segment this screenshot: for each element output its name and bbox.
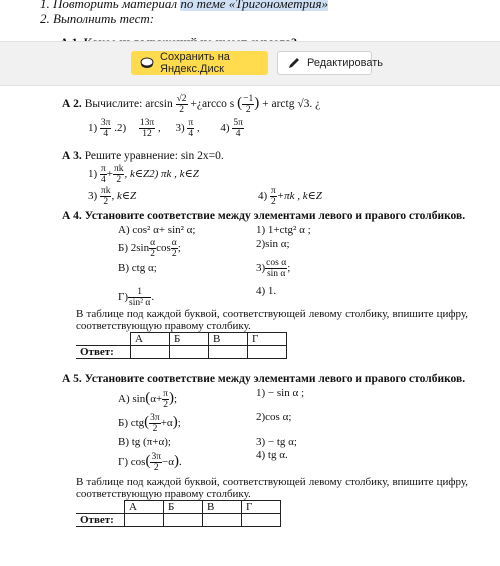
a4-answer-cell-d[interactable]: [248, 346, 287, 359]
a5-left-a-prefix: А) sin: [118, 393, 146, 406]
question-a3-prompt: Решите уравнение: sin 2x=0.: [84, 150, 224, 162]
question-a4-prompt: Установите соответствие между элементами левого и правого столбиков.: [84, 210, 466, 222]
a2-f2-num: −1: [243, 94, 254, 104]
question-a2-prompt: Вычислите:: [84, 98, 143, 111]
question-a4-number: А 4.: [62, 210, 82, 222]
instruction-1-text: 1. Повторить материал: [40, 0, 181, 11]
a3-opt4-den: 2: [270, 197, 276, 207]
a5-right-1: 1) − sin α ;: [256, 387, 305, 399]
a5-left-d: Г) cos( $\frac{3\pi}{2}$ −α).: [118, 452, 182, 473]
a2-opt3-label: 3): [175, 122, 185, 135]
a5-left-d-frac: [150, 452, 162, 473]
a2-sqrt3: √3. ¿: [297, 98, 321, 111]
a2-opt3-den: 4: [188, 129, 194, 139]
question-a2-number: А 2.: [62, 98, 82, 111]
a5-left-b-prefix: Б) ctg: [118, 417, 145, 430]
a4-r3-den: sin α: [266, 269, 286, 279]
a5-answer-label: Ответ:: [76, 514, 125, 527]
a2-arctg: + arctg: [262, 98, 295, 111]
a3-option-3: [88, 186, 136, 207]
a4-col-a: А: [131, 333, 170, 346]
a3-opt4: [270, 186, 277, 207]
a4-left-c: В) ctg α;: [118, 262, 157, 274]
a3-opt1-a: [100, 164, 107, 185]
a2-arcsin: arcsin: [145, 98, 173, 111]
a2-opt1: [100, 118, 112, 139]
question-a5-prompt: Установите соответствие между элементами левого и правого столбиков.: [84, 373, 466, 385]
a5-right-3: 3) − tg α;: [256, 436, 297, 448]
a4-right-3-prefix: 3): [256, 262, 266, 275]
a4-g-den: sin² α: [129, 298, 151, 308]
a5-answer-cell-c[interactable]: [203, 514, 242, 527]
a2-opt2-num: 13π: [139, 118, 155, 128]
a5-answer-table: [76, 500, 281, 527]
a2-opt4-num: 5π: [233, 118, 243, 128]
a3-option-4: [258, 186, 322, 207]
a5-d-num: 3π: [151, 452, 161, 462]
a4-right-1: 1) 1+ctg² α ;: [256, 224, 311, 236]
a5-left-b: Б) ctg( $\frac{3\pi}{2}$ +α);: [118, 413, 181, 434]
edit-button-label: Редактировать: [307, 57, 383, 69]
a4-col-c: В: [209, 333, 248, 346]
a3-opt3-tail: , k∈Z: [111, 190, 137, 203]
a2-opt4-den: 4: [235, 129, 241, 139]
a3-opt3-label: 3): [88, 190, 98, 203]
question-a3: [62, 150, 224, 162]
a4-table-header-row: [76, 333, 287, 346]
a4-b2-num: α: [171, 238, 177, 248]
a3-opt1-tail: , k∈Z2) πk , k∈Z: [124, 168, 199, 181]
question-a4: [62, 210, 465, 222]
a4-right-2: 2)sin α;: [256, 238, 290, 250]
a5-answer-cell-a[interactable]: [125, 514, 164, 527]
a2-f2-den: 2: [245, 105, 251, 115]
save-button-label: Сохранить на Яндекс.Диск: [160, 51, 230, 75]
a2-opt3-num: π: [188, 118, 194, 128]
a3-opt4-tail: +πk , k∈Z: [276, 190, 322, 203]
a4-r3-num: cos α: [266, 258, 287, 268]
a2-f1-num: √2: [176, 94, 187, 104]
a2-opt2-den: 12: [142, 129, 152, 139]
a4-right-3-end: ;: [287, 262, 291, 275]
a2-opt1-den: 4: [103, 129, 109, 139]
yandex-toolbar: [0, 41, 500, 86]
a4-answer-cell-c[interactable]: [209, 346, 248, 359]
instruction-line-1: [40, 0, 328, 11]
a4-left-b-frac2: [171, 238, 178, 259]
a5-table-corner: [76, 501, 125, 514]
a2-fraction-1: [176, 94, 188, 115]
save-to-yandex-disk-button[interactable]: [131, 51, 268, 75]
a4-left-a: А) cos² α+ sin² α;: [118, 224, 196, 236]
a4-answer-label: Ответ:: [76, 346, 131, 359]
a4-answer-cell-b[interactable]: [170, 346, 209, 359]
a4-left-b-end: ;: [177, 242, 181, 255]
a4-right-3: [256, 258, 290, 279]
a4-left-d-prefix: Г): [118, 291, 129, 304]
a3-opt1b-num: πk: [113, 164, 124, 174]
a4-left-d-frac: [128, 287, 151, 308]
a3-opt1-label: 1): [88, 168, 98, 181]
a5-col-a: А: [125, 501, 164, 514]
edit-button[interactable]: [277, 51, 383, 75]
a3-opt1a-num: π: [100, 164, 106, 174]
a4-answer-cell-a[interactable]: [131, 346, 170, 359]
a4-answer-table: [76, 332, 287, 359]
a5-table-header-row: [76, 501, 281, 514]
a4-right-4: 4) 1.: [256, 285, 277, 297]
a5-left-c: В) tg (π+α);: [118, 436, 171, 448]
a3-opt4-num: π: [270, 186, 276, 196]
a5-left-b-tail: +α: [160, 417, 173, 430]
a5-left-a-frac: [162, 389, 169, 410]
a3-option-1-2: 1) $\frac{\pi}{4}$ + $\frac{\pi k}{2}$ , k∈Z2) πk , k∈Z: [88, 164, 199, 185]
a5-answer-cell-b[interactable]: [164, 514, 203, 527]
a4-right-3-frac: [265, 258, 287, 279]
a4-left-b: [118, 238, 181, 259]
a5-left-d-prefix: Г) cos: [118, 456, 146, 469]
a2-opt4: [232, 118, 244, 139]
a4-left-d: [118, 287, 154, 308]
a5-right-2: 2)cos α;: [256, 411, 292, 423]
a5-b-den: 2: [152, 424, 158, 434]
a5-col-c: В: [203, 501, 242, 514]
a5-left-d-tail: −α: [161, 456, 174, 469]
a4-left-b-cos: cos: [156, 242, 171, 255]
a4-left-b-prefix: Б) 2sin: [118, 242, 150, 255]
a3-opt3-num: πk: [100, 186, 111, 196]
a2-opt1-label: 1): [88, 122, 98, 135]
a3-opt1-b: [113, 164, 125, 185]
a4-g-num: 1: [128, 287, 151, 298]
a4-col-d: Г: [248, 333, 287, 346]
a5-a-den: 2: [163, 400, 168, 410]
instruction-line-2: 2. Выполнить тест:: [40, 11, 155, 26]
pencil-icon: [287, 56, 301, 70]
a5-b-num: 3π: [150, 413, 160, 423]
a2-opt4-label: 4): [220, 122, 230, 135]
a5-left-a: А) sin(α+ $\frac{\pi}{2}$ );: [118, 389, 178, 410]
a4-left-d-end: .: [151, 291, 155, 304]
question-a5: [62, 373, 465, 385]
a5-right-4: 4) tg α.: [256, 449, 288, 461]
a4-instructions: В таблице под каждой буквой, соответствующей левому столбику, впишите цифру, соответствующую правому столбику.: [76, 308, 468, 332]
highlighted-topic: по теме «Тригонометрия»: [180, 0, 328, 11]
a3-opt3: [100, 186, 112, 207]
a4-col-b: Б: [170, 333, 209, 346]
a5-answer-cell-d[interactable]: [242, 514, 281, 527]
a2-fraction-2: [242, 94, 254, 115]
question-a5-number: А 5.: [62, 373, 82, 385]
a5-instructions: В таблице под каждой буквой, соответствующей левому столбику, впишите цифру, соответствующую правому столбику.: [76, 476, 468, 500]
a2-opt3: [187, 118, 194, 139]
yandex-disk-icon: [140, 56, 154, 70]
a2-opt2: [139, 118, 155, 139]
a3-opt4-label: 4): [258, 190, 268, 203]
a3-opt1b-den: 2: [116, 175, 122, 185]
a4-left-b-frac1: [149, 238, 156, 259]
a2-opt1-num: 3π: [100, 118, 111, 128]
a4-table-corner: [76, 333, 131, 346]
a4-b1-den: 2: [150, 249, 155, 259]
a5-left-a-arg: α+: [150, 393, 163, 406]
a5-table-answer-row: [76, 514, 281, 527]
a3-opt3-den: 2: [103, 197, 109, 207]
a4-table-answer-row: [76, 346, 287, 359]
a5-a-num: π: [163, 389, 168, 399]
a5-col-b: Б: [164, 501, 203, 514]
a2-arccos: +¿arcco s: [190, 98, 235, 111]
question-a3-number: А 3.: [62, 150, 82, 162]
a4-b1-num: α: [150, 238, 156, 248]
a5-col-d: Г: [242, 501, 281, 514]
a2-opt2-label: .2): [114, 122, 127, 135]
a2-f1-den: 2: [179, 105, 184, 115]
a5-left-b-frac: [149, 413, 161, 434]
a5-d-den: 2: [153, 463, 159, 473]
a3-opt1a-den: 4: [100, 175, 106, 185]
question-a2: А 2. Вычислите: arcsin $\frac{√2}{2}$ +¿arcco s ( $\frac{-1}{2}$ ) + arctg √3. ¿: [62, 94, 321, 115]
a4-b2-den: 2: [171, 249, 177, 259]
a2-options: 1) $\frac{3\pi}{4}$ .2) $\frac{13\pi}{12}$ , 3) $\frac{\pi}{4}$ , 4) $\frac{5\pi}{4}$: [88, 118, 243, 139]
